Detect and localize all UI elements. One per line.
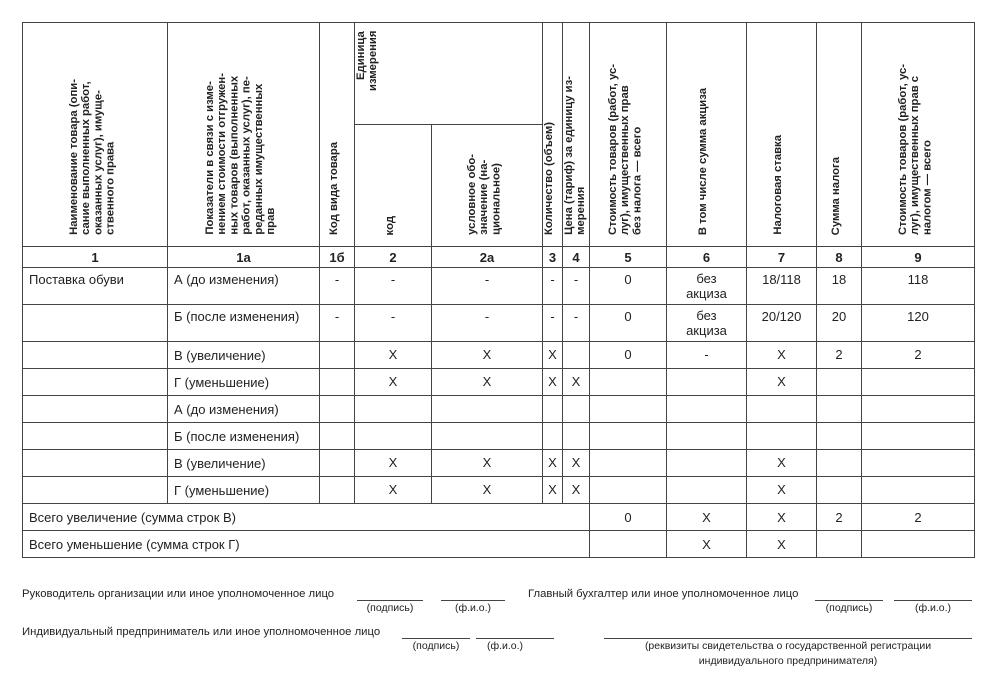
header-cost-without-tax: Стоимость товаров (работ, ус- луг), имущественных прав без налога — всего [590, 23, 667, 247]
total-tax: 2 [817, 504, 862, 531]
column-number: 4 [563, 247, 590, 268]
column-number: 2а [432, 247, 543, 268]
column-number: 1б [320, 247, 355, 268]
tax-amount-cell [817, 477, 862, 504]
price-cell [563, 423, 590, 450]
header-excise: В том числе сумма акциза [667, 23, 747, 247]
registration-caption-2: индивидуального предпринимателя) [698, 655, 878, 667]
price-cell [563, 342, 590, 369]
tax-rate-cell: Х [747, 369, 817, 396]
name-caption: (ф.и.о.) [914, 602, 952, 614]
signature-caption: (подпись) [825, 602, 873, 614]
goods-kind-cell [320, 423, 355, 450]
tax-amount-cell: 18 [817, 268, 862, 305]
quantity-cell: Х [543, 369, 563, 396]
indicator-cell: Г (уменьшение) [168, 369, 320, 396]
excise-cell [667, 477, 747, 504]
total-label: Всего уменьшение (сумма строк Г) [23, 531, 590, 558]
tax-rate-cell: 20/120 [747, 305, 817, 342]
header-tax-amount: Сумма налога [817, 23, 862, 247]
cost-cell: 0 [590, 305, 667, 342]
total-cell [862, 477, 975, 504]
header-unit-group: Единица измерения [355, 23, 543, 125]
tax-amount-cell: 20 [817, 305, 862, 342]
tax-rate-cell: 18/118 [747, 268, 817, 305]
unit-symbol-cell [432, 423, 543, 450]
unit-code-cell: Х [355, 450, 432, 477]
table-row [23, 450, 975, 477]
tax-amount-cell [817, 396, 862, 423]
quantity-cell: - [543, 268, 563, 305]
header-quantity: Количество (объем) [543, 23, 563, 247]
accountant-signature-line[interactable] [815, 600, 883, 601]
excise-cell: - [667, 342, 747, 369]
column-number-row [23, 247, 975, 268]
tax-rate-cell [747, 396, 817, 423]
price-cell: - [563, 305, 590, 342]
indicator-cell: А (до изменения) [168, 396, 320, 423]
column-number: 1а [168, 247, 320, 268]
table-row [23, 396, 975, 423]
indicator-cell: В (увеличение) [168, 342, 320, 369]
cost-cell [590, 477, 667, 504]
quantity-cell [543, 423, 563, 450]
indicator-cell: А (до изменения) [168, 268, 320, 305]
unit-code-cell [355, 396, 432, 423]
total-cell [862, 369, 975, 396]
unit-symbol-cell: Х [432, 369, 543, 396]
price-cell: Х [563, 369, 590, 396]
unit-code-cell: Х [355, 477, 432, 504]
unit-symbol-cell: - [432, 305, 543, 342]
name-caption: (ф.и.о.) [454, 602, 492, 614]
goods-name-cell [23, 450, 168, 477]
goods-kind-cell [320, 450, 355, 477]
tax-rate-cell: Х [747, 342, 817, 369]
price-cell: Х [563, 477, 590, 504]
cost-cell [590, 423, 667, 450]
excise-cell [667, 450, 747, 477]
registration-line[interactable] [604, 638, 972, 639]
quantity-cell: Х [543, 477, 563, 504]
excise-cell: без акциза [667, 268, 747, 305]
total-label: Всего увеличение (сумма строк В) [23, 504, 590, 531]
total-cost [590, 531, 667, 558]
unit-symbol-cell [432, 396, 543, 423]
cost-cell [590, 450, 667, 477]
header-goods-name: Наименование товара (опи- сание выполненных работ, оказанных услуг), имуще- ственного права [23, 23, 168, 247]
price-cell: Х [563, 450, 590, 477]
cost-cell [590, 369, 667, 396]
price-cell [563, 396, 590, 423]
header-cost-with-tax: Стоимость товаров (работ, ус- луг), имущественных прав с налогом — всего [862, 23, 975, 247]
unit-code-cell: - [355, 268, 432, 305]
column-number: 2 [355, 247, 432, 268]
tax-rate-cell [747, 423, 817, 450]
goods-kind-cell [320, 477, 355, 504]
cost-cell: 0 [590, 342, 667, 369]
indicator-cell: Г (уменьшение) [168, 477, 320, 504]
unit-symbol-cell: Х [432, 450, 543, 477]
total-excise: Х [667, 531, 747, 558]
accountant-signature-label: Главный бухгалтер или иное уполномоченное лицо [528, 588, 799, 600]
goods-name-cell [23, 305, 168, 342]
adjustment-invoice-table [22, 22, 975, 558]
total-with-tax [862, 531, 975, 558]
cost-cell [590, 396, 667, 423]
table-row [23, 268, 975, 305]
tax-rate-cell: Х [747, 477, 817, 504]
goods-kind-cell [320, 369, 355, 396]
unit-code-cell: Х [355, 342, 432, 369]
excise-cell: без акциза [667, 305, 747, 342]
excise-cell [667, 369, 747, 396]
header-unit-code: код [355, 125, 432, 247]
header-price: Цена (тариф) за единицу из- мерения [563, 23, 590, 247]
unit-code-cell: Х [355, 369, 432, 396]
total-decrease-row [23, 531, 975, 558]
total-excise: Х [667, 504, 747, 531]
accountant-name-line[interactable] [894, 600, 972, 601]
tax-amount-cell [817, 450, 862, 477]
head-signature-line[interactable] [357, 600, 423, 601]
unit-code-cell: - [355, 305, 432, 342]
indicator-cell: Б (после изменения) [168, 423, 320, 450]
unit-code-cell [355, 423, 432, 450]
quantity-cell: - [543, 305, 563, 342]
total-cell [862, 396, 975, 423]
goods-name-cell [23, 477, 168, 504]
total-cell [862, 423, 975, 450]
total-rate: Х [747, 531, 817, 558]
table-row [23, 305, 975, 342]
registration-caption-1: (реквизиты свидетельства о государственной регистрации [644, 640, 932, 652]
total-cost: 0 [590, 504, 667, 531]
price-cell: - [563, 268, 590, 305]
goods-name-cell [23, 396, 168, 423]
tax-rate-cell: Х [747, 450, 817, 477]
header-unit-symbol: условное обо- значение (на- циональное) [432, 125, 543, 247]
total-cell: 120 [862, 305, 975, 342]
excise-cell [667, 396, 747, 423]
column-number: 1 [23, 247, 168, 268]
unit-symbol-cell: Х [432, 477, 543, 504]
unit-symbol-cell: - [432, 268, 543, 305]
signature-caption: (подпись) [412, 640, 460, 652]
goods-kind-cell [320, 396, 355, 423]
ip-signature-line[interactable] [402, 638, 470, 639]
column-number: 3 [543, 247, 563, 268]
column-number: 5 [590, 247, 667, 268]
unit-symbol-cell: Х [432, 342, 543, 369]
cost-cell: 0 [590, 268, 667, 305]
head-name-line[interactable] [441, 600, 505, 601]
quantity-cell: Х [543, 450, 563, 477]
table-row [23, 477, 975, 504]
tax-amount-cell [817, 423, 862, 450]
tax-amount-cell [817, 369, 862, 396]
excise-cell [667, 423, 747, 450]
head-signature-label: Руководитель организации или иное уполномоченное лицо [22, 588, 335, 600]
quantity-cell [543, 396, 563, 423]
total-cell [862, 450, 975, 477]
goods-name-cell [23, 342, 168, 369]
total-cell: 2 [862, 342, 975, 369]
name-caption: (ф.и.о.) [486, 640, 524, 652]
goods-kind-cell: - [320, 305, 355, 342]
quantity-cell: Х [543, 342, 563, 369]
indicator-cell: Б (после изменения) [168, 305, 320, 342]
total-with-tax: 2 [862, 504, 975, 531]
column-number: 7 [747, 247, 817, 268]
goods-name-cell: Поставка обуви [23, 268, 168, 305]
header-tax-rate: Налоговая ставка [747, 23, 817, 247]
column-number: 8 [817, 247, 862, 268]
column-number: 6 [667, 247, 747, 268]
goods-name-cell [23, 369, 168, 396]
goods-name-cell [23, 423, 168, 450]
column-number: 9 [862, 247, 975, 268]
signature-caption: (подпись) [366, 602, 414, 614]
table-row [23, 369, 975, 396]
table-row [23, 342, 975, 369]
goods-kind-cell: - [320, 268, 355, 305]
header-goods-kind-code: Код вида товара [320, 23, 355, 247]
total-cell: 118 [862, 268, 975, 305]
ip-signature-label: Индивидуальный предприниматель или иное уполномоченное лицо [22, 626, 381, 638]
ip-name-line[interactable] [476, 638, 554, 639]
total-tax [817, 531, 862, 558]
total-rate: Х [747, 504, 817, 531]
indicator-cell: В (увеличение) [168, 450, 320, 477]
header-change-indicators: Показатели в связи с изме- нением стоимости отгружен- ных товаров (выполненных работ, оказанных услуг), пе- реданных имущественных прав [168, 23, 320, 247]
goods-kind-cell [320, 342, 355, 369]
total-increase-row [23, 504, 975, 531]
table-row [23, 423, 975, 450]
tax-amount-cell: 2 [817, 342, 862, 369]
